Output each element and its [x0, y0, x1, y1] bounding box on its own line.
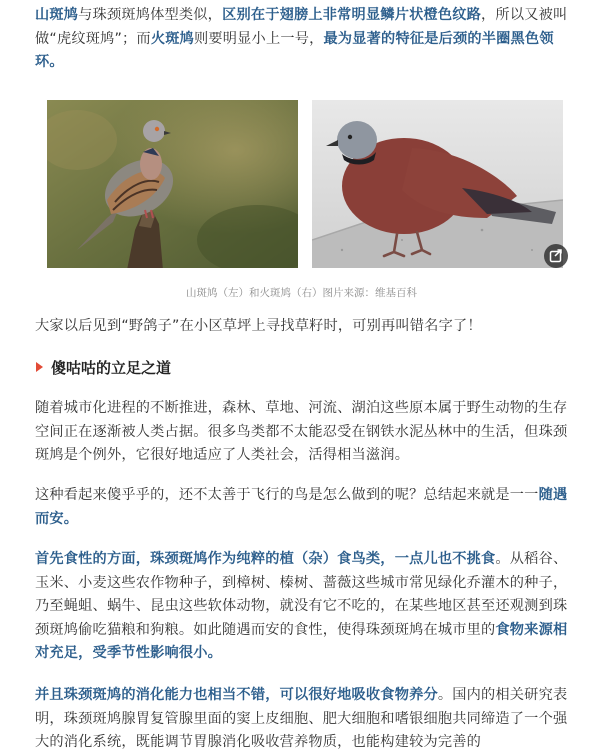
diet-highlight-conclusion: 食物来源相对充足，受季节性影响很小。: [35, 621, 568, 661]
intro-text-2: ，所以又被叫做“虎纹斑鸠”；而: [35, 7, 568, 47]
digestion-body-text: 。国内的相关研究表明，珠颈斑鸠腺胃复管腺里面的窦上皮细胞、肥大细胞和嗜银细胞共同缔造了一个强大的消化系统，既能调节胃腺消化吸收营养物质，也能构建较为完善的: [35, 687, 568, 750]
intro-paragraph: [35, 4, 578, 75]
oriental-turtle-dove-photo[interactable]: [47, 100, 298, 268]
question-text: 这种看起来傻乎乎的，还不太善于飞行的鸟是怎么做到的呢？总结起来就是一一: [35, 487, 539, 503]
heading-marker-icon: [36, 362, 43, 372]
term-oriental-turtle-dove: 山斑鸠: [35, 7, 79, 23]
red-turtle-dove-photo[interactable]: [312, 100, 563, 268]
question-answer-highlight: 随遇而安。: [35, 487, 568, 527]
bird-photo-figure: [47, 100, 563, 268]
paragraph-question: [35, 484, 578, 531]
figure-caption: 山斑鸠（左）和火斑鸠（右）图片来源：维基百科: [186, 287, 417, 299]
intro-text-1: 与珠颈斑鸠体型类似，: [78, 7, 223, 23]
paragraph-urbanization: 随着城市化进程的不断推进，森林、草地、河流、湖泊这些原本属于野生动物的生存空间正在逐渐被人类占据。很多鸟类都不太能忍受在钢铁水泥丛林中的生活，但珠颈斑鸠是个例外，它很好地适应了人类社会，活得相当滋润。: [35, 400, 568, 463]
share-icon[interactable]: [544, 244, 568, 268]
intro-highlight-wing-pattern: 区别在于翅膀上非常明显鳞片状橙色纹路: [222, 7, 482, 23]
intro-text-3: 则要明显小上一号，: [194, 30, 324, 47]
diet-highlight-intro: 首先食性的方面，珠颈斑鸠作为纯粹的植（杂）食鸟类，一点儿也不挑食: [35, 551, 496, 567]
term-red-turtle-dove: 火斑鸠: [150, 30, 194, 47]
paragraph-diet: [35, 548, 578, 666]
paragraph-after-figure: 大家以后见到“野鸽子”在小区草坪上寻找草籽时，可别再叫错名字了！: [35, 318, 482, 334]
intro-highlight-collar: 最为显著的特征是后颈的半圈黑色领环。: [35, 30, 554, 70]
digestion-highlight: 并且珠颈斑鸠的消化能力也相当不错，可以很好地吸收食物养分: [35, 687, 438, 703]
diet-body-text: 。从稻谷、玉米、小麦这些农作物种子，到樟树、榛树、蔷薇这些城市常见绿化乔灌木的种子，乃至蝇蛆、蜗牛、昆虫这些软体动物，就没有它不吃的，在某些地区甚至还观测到珠颈斑鸠偷吃猫粮和狗粮。如此随遇而安的食性，使得珠颈斑鸠在城市里的: [35, 551, 568, 638]
section-heading-text: 傻咕咕的立足之道: [51, 359, 172, 377]
paragraph-digestion: [35, 684, 578, 755]
